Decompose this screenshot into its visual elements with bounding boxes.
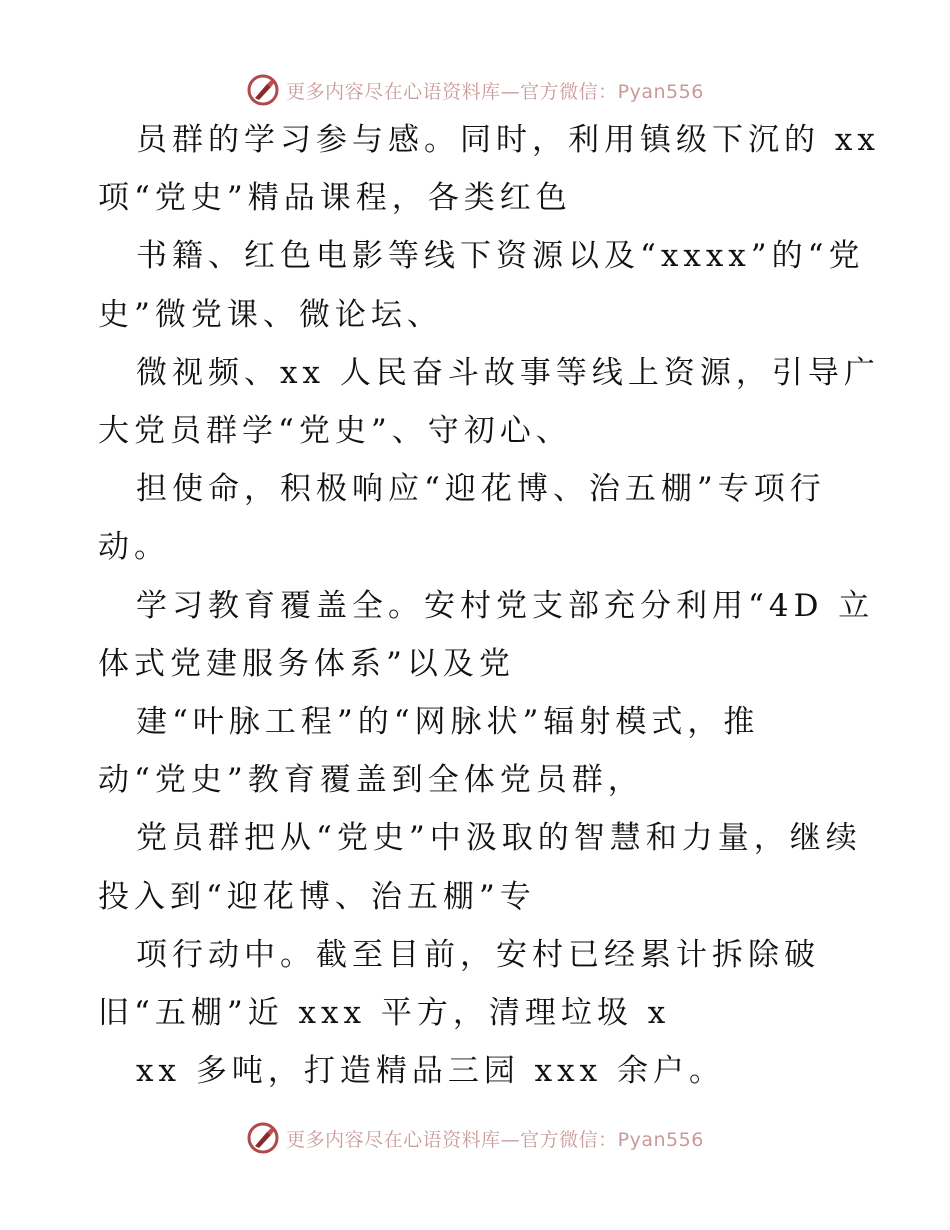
- text-line: 微视频、xx 人民奋斗故事等线上资源，引导广: [136, 354, 880, 391]
- text-line: 投入到“迎花博、治五棚”专: [98, 878, 536, 915]
- text-line: 旧“五棚”近 xxx 平方，清理垃圾 x: [98, 995, 671, 1031]
- watermark-text: 更多内容尽在心语资料库—官方微信：Pyan556: [286, 1128, 704, 1151]
- text-line: 项“党史”精品课程，各类红色: [98, 180, 572, 217]
- text-line: 大党员群学“党史”、守初心、: [98, 413, 572, 449]
- text-line: xx 多吨，打造精品三园 xxx 余户。: [136, 1053, 725, 1090]
- text-line: 学习教育覆盖全。安村党支部充分利用“4D 立: [136, 587, 875, 624]
- text-line: 书籍、红色电影等线下资源以及“xxxx”的“党: [136, 238, 865, 275]
- pen-circle-logo-icon: [246, 1121, 280, 1155]
- text-line: 动“党史”教育覆盖到全体党员群，: [98, 762, 644, 799]
- text-line: 建“叶脉工程”的“网脉状”辐射模式，推: [136, 704, 760, 740]
- text-line: 史”微党课、微论坛、: [98, 296, 443, 333]
- text-line: 体式党建服务体系”以及党: [98, 645, 515, 682]
- text-line: 担使命，积极响应“迎花博、治五棚”专项行: [136, 471, 826, 508]
- text-line: 党员群把从“党史”中汲取的智慧和力量，继续: [136, 820, 862, 857]
- watermark-text: 更多内容尽在心语资料库—官方微信：Pyan556: [286, 80, 704, 103]
- footer-watermark: [0, 1118, 950, 1158]
- text-line: 员群的学习参与感。同时，利用镇级下沉的 xx: [136, 122, 880, 158]
- pen-circle-logo-icon: [246, 73, 280, 107]
- text-line: 动。: [98, 529, 170, 566]
- header-watermark: [0, 70, 950, 110]
- text-line: 项行动中。截至目前，安村已经累计拆除破: [136, 936, 820, 973]
